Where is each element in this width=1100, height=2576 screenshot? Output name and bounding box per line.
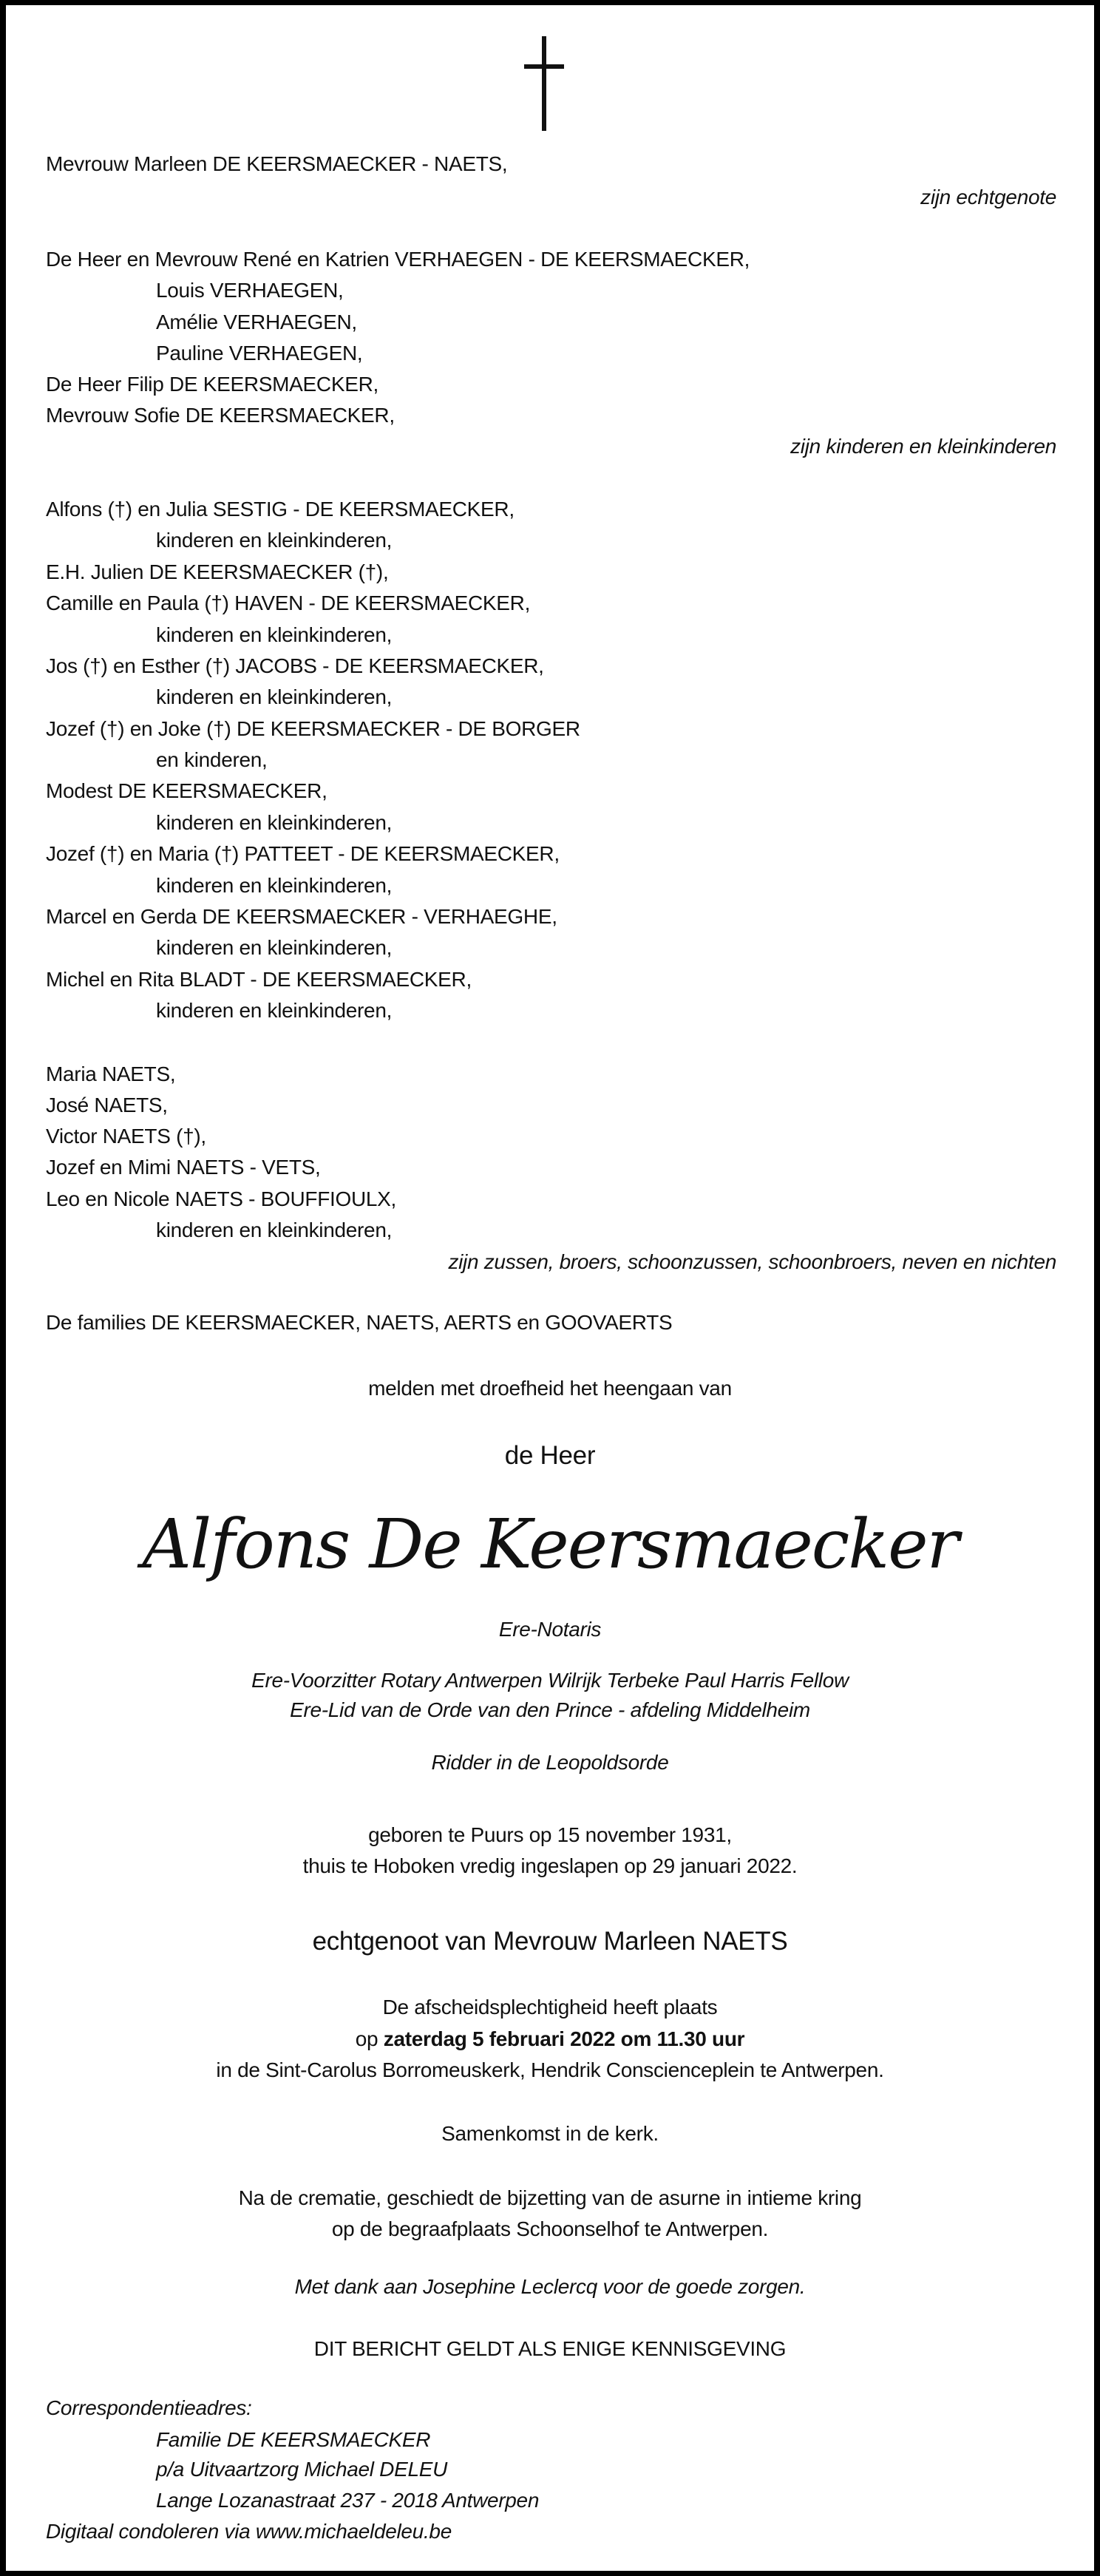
burial-line: Na de crematie, geschiedt de bijzetting van de asurne in intieme kring (238, 2186, 862, 2209)
birth-line: geboren te Puurs op 15 november 1931, (368, 1823, 732, 1846)
death-line: thuis te Hoboken vredig ingeslapen op 29 januari 2022. (302, 1854, 798, 1877)
burial-line: op de begraafplaats Schoonselhof te Antwerpen. (331, 2217, 769, 2240)
ceremony-date: zaterdag 5 februari 2022 om 11.30 uur (383, 2027, 745, 2050)
child-line: De Heer en Mevrouw René en Katrien VERHAEGEN - DE KEERSMAECKER, (46, 248, 750, 271)
thanks: Met dank aan Josephine Leclercq voor de goede zorgen. (294, 2275, 806, 2298)
sibling-line: Camille en Paula (†) HAVEN - DE KEERSMAECKER, (46, 592, 531, 614)
sibling-sub-line: kinderen en kleinkinderen, (156, 874, 393, 897)
deceased-name: Alfons De Keersmaecker (142, 1505, 958, 1584)
honor-line: Ere-Notaris (498, 1618, 602, 1641)
spouse-relation: zijn echtgenote (920, 186, 1056, 209)
sibling-line: Jozef (†) en Joke (†) DE KEERSMAECKER - DE BORGER (46, 717, 580, 740)
sibling-line: Michel en Rita BLADT - DE KEERSMAECKER, (46, 968, 472, 991)
online-condolence-link[interactable]: Digitaal condoleren via www.michaeldeleu.be (46, 2520, 452, 2543)
sibling-line: Marcel en Gerda DE KEERSMAECKER - VERHAEGHE, (46, 905, 557, 928)
children-relation: zijn kinderen en kleinkinderen (790, 435, 1056, 458)
sibling-line: Jozef en Mimi NAETS - VETS, (46, 1156, 321, 1179)
sibling-sub-line: en kinderen, (156, 748, 268, 771)
honor-line: Ere-Lid van de Orde van den Prince - afdeling Middelheim (290, 1698, 810, 1721)
sibling-line: Jos (†) en Esther (†) JACOBS - DE KEERSMAECKER, (46, 654, 544, 677)
announcement: melden met droefheid het heengaan van (368, 1377, 732, 1400)
honor-line: Ere-Voorzitter Rotary Antwerpen Wilrijk Terbeke Paul Harris Fellow (251, 1669, 849, 1692)
sibling-line: Jozef (†) en Maria (†) PATTEET - DE KEERSMAECKER, (46, 842, 560, 865)
notice: DIT BERICHT GELDT ALS ENIGE KENNISGEVING (313, 2337, 787, 2360)
gathering: Samenkomst in de kerk. (441, 2122, 659, 2145)
grandchild-line: Louis VERHAEGEN, (156, 279, 344, 302)
honor-line: Ridder in de Leopoldsorde (431, 1751, 669, 1774)
correspondence-line: Lange Lozanastraat 237 - 2018 Antwerpen (156, 2489, 540, 2512)
sibling-sub-line: kinderen en kleinkinderen, (156, 811, 393, 834)
ceremony-line: De afscheidsplechtigheid heeft plaats (382, 1996, 718, 2019)
sibling-line: Alfons (†) en Julia SESTIG - DE KEERSMAECKER, (46, 498, 515, 521)
correspondence-label: Correspondentieadres: (46, 2396, 252, 2419)
sibling-sub-line: kinderen en kleinkinderen, (156, 623, 393, 646)
grandchild-line: Pauline VERHAEGEN, (156, 342, 363, 365)
sibling-line: José NAETS, (46, 1094, 168, 1116)
sibling-sub-line: kinderen en kleinkinderen, (156, 685, 393, 708)
child-line: De Heer Filip DE KEERSMAECKER, (46, 373, 379, 396)
sibling-sub-line: kinderen en kleinkinderen, (156, 1218, 393, 1241)
ceremony-location: in de Sint-Carolus Borromeuskerk, Hendrik Conscienceplein te Antwerpen. (216, 2058, 884, 2081)
sibling-line: E.H. Julien DE KEERSMAECKER (†), (46, 560, 389, 583)
sibling-sub-line: kinderen en kleinkinderen, (156, 999, 393, 1022)
sibling-line: Maria NAETS, (46, 1062, 176, 1085)
cross-icon (542, 36, 546, 131)
obituary-notice (6, 5, 1094, 2571)
grandchild-line: Amélie VERHAEGEN, (156, 311, 357, 333)
correspondence-line: p/a Uitvaartzorg Michael DELEU (156, 2458, 448, 2481)
sibling-sub-line: kinderen en kleinkinderen, (156, 936, 393, 959)
sibling-line: Victor NAETS (†), (46, 1125, 206, 1148)
title: de Heer (504, 1441, 596, 1470)
siblings-relation: zijn zussen, broers, schoonzussen, schoonbroers, neven en nichten (448, 1250, 1056, 1273)
husband-of: echtgenoot van Mevrouw Marleen NAETS (312, 1927, 788, 1956)
spouse-line: Mevrouw Marleen DE KEERSMAECKER - NAETS, (46, 152, 508, 175)
sibling-line: Modest DE KEERSMAECKER, (46, 779, 327, 802)
ceremony-date-line (6, 2024, 1094, 2055)
families-line: De families DE KEERSMAECKER, NAETS, AERTS en GOOVAERTS (46, 1311, 673, 1334)
child-line: Mevrouw Sofie DE KEERSMAECKER, (46, 404, 395, 427)
sibling-sub-line: kinderen en kleinkinderen, (156, 529, 393, 552)
ceremony-prefix: op (355, 2027, 384, 2050)
correspondence-line: Familie DE KEERSMAECKER (156, 2428, 431, 2451)
sibling-line: Leo en Nicole NAETS - BOUFFIOULX, (46, 1187, 397, 1210)
